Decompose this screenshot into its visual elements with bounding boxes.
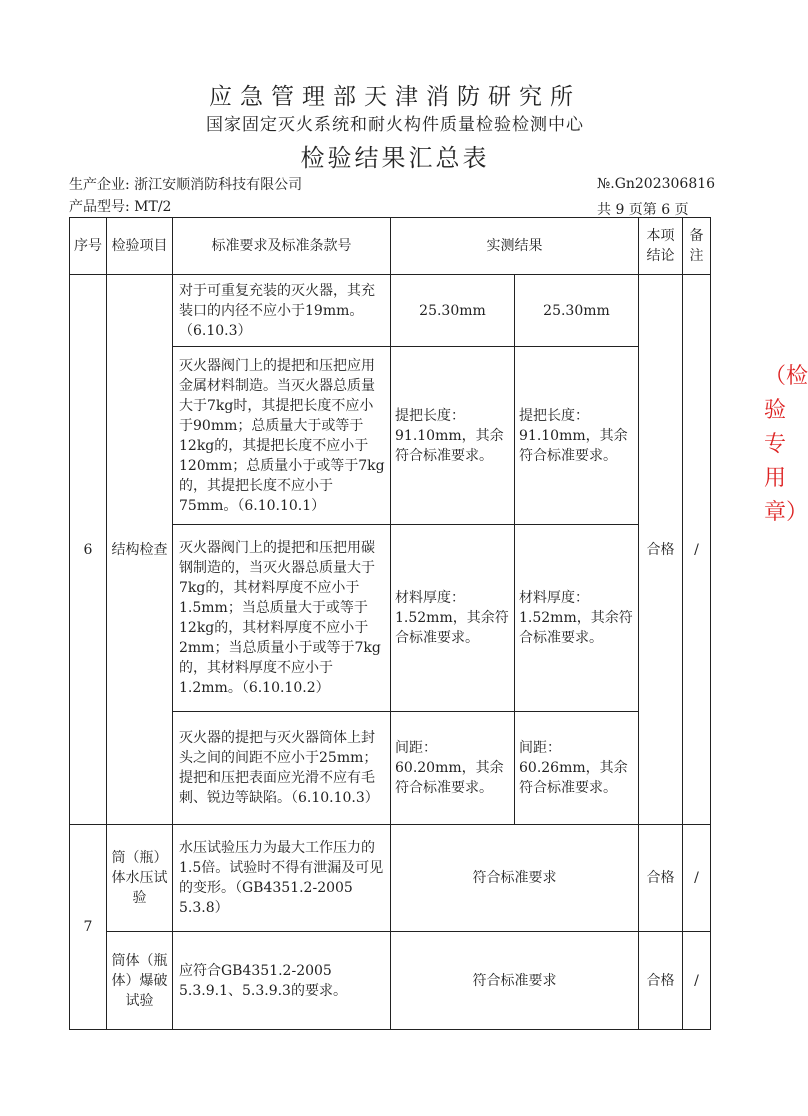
requirement-cell: 水压试验压力为最大工作压力的1.5倍。试验时不得有泄漏及可见的变形。（GB4351.2-2005 5.3.8） xyxy=(173,825,391,932)
header-remark: 备注 xyxy=(683,218,711,275)
company-name: 浙江安顺消防科技有限公司 xyxy=(134,177,303,193)
result-cell: 符合标准要求 xyxy=(391,932,639,1030)
results-table xyxy=(69,217,711,1030)
center-name: 国家固定灭火系统和耐火构件质量检验检测中心 xyxy=(206,115,584,135)
model-line xyxy=(69,196,171,216)
table-row xyxy=(70,932,711,1030)
result-cell-1: 间距：60.20mm，其余符合标准要求。 xyxy=(391,712,515,825)
conclusion-cell: 合格 xyxy=(639,275,683,825)
requirement-cell: 应符合GB4351.2-2005 5.3.9.1、5.3.9.3的要求。 xyxy=(173,932,391,1030)
result-cell-2: 间距：60.26mm，其余符合标准要求。 xyxy=(515,712,639,825)
report-number: №.Gn202306816 xyxy=(597,176,716,192)
seal-stamp: （检验专用章） xyxy=(764,364,808,525)
page-title: 检验结果汇总表 xyxy=(300,144,490,172)
model-value: MT/2 xyxy=(134,199,172,215)
header-conclusion: 本项结论 xyxy=(639,218,683,275)
header-seq: 序号 xyxy=(70,218,107,275)
remark-cell: / xyxy=(683,825,711,932)
header-result: 实测结果 xyxy=(391,218,639,275)
row-seq: 6 xyxy=(70,275,107,825)
requirement-cell: 灭火器的提把与灭火器筒体上封头之间的间距不应小于25mm；提把和压把表面应光滑不应有毛刺、锐边等缺陷。（6.10.10.3） xyxy=(173,712,391,825)
requirement-cell: 对于可重复充装的灭火器，其充装口的内径不应小于19mm。（6.10.3） xyxy=(173,275,391,347)
table-header-row xyxy=(70,218,711,275)
result-cell-1: 提把长度：91.10mm，其余符合标准要求。 xyxy=(391,347,515,525)
row-item: 筒体（瓶体）爆破试验 xyxy=(107,932,173,1030)
row-item: 筒（瓶）体水压试验 xyxy=(107,825,173,932)
page-indicator: 共 9 页第 6 页 xyxy=(597,202,689,218)
requirement-cell: 灭火器阀门上的提把和压把用碳钢制造的，当灭火器总质量大于7kg的，其材料厚度不应小于1.5mm；当总质量大于或等于12kg的，其材料厚度不应小于2mm；当总质量小于或等于7kg的，其材料厚度不应小于1.2mm。（6.10.10.2） xyxy=(173,525,391,712)
requirement-cell: 灭火器阀门上的提把和压把应用金属材料制造。当灭火器总质量大于7kg时，其提把长度不应小于90mm；总质量大于或等于12kg的，其提把长度不应小于120mm；总质量小于或等于7kg的，其提把长度不应小于75mm。（6.10.10.1） xyxy=(173,347,391,525)
result-cell-2: 25.30mm xyxy=(515,275,639,347)
conclusion-cell: 合格 xyxy=(639,825,683,932)
institute-name: 应急管理部天津消防研究所 xyxy=(209,84,581,110)
result-cell-1: 25.30mm xyxy=(391,275,515,347)
result-cell: 符合标准要求 xyxy=(391,825,639,932)
company-label: 生产企业: xyxy=(69,177,130,193)
header-item: 检验项目 xyxy=(107,218,173,275)
company-line xyxy=(69,174,302,194)
remark-cell: / xyxy=(683,932,711,1030)
remark-cell: / xyxy=(683,275,711,825)
table-row xyxy=(70,825,711,932)
header-standard: 标准要求及标准条款号 xyxy=(173,218,391,275)
row-item: 结构检查 xyxy=(107,275,173,825)
table-row xyxy=(70,275,711,347)
result-cell-2: 材料厚度：1.52mm，其余符合标准要求。 xyxy=(515,525,639,712)
row-seq: 7 xyxy=(70,825,107,1030)
result-cell-1: 材料厚度：1.52mm，其余符合标准要求。 xyxy=(391,525,515,712)
conclusion-cell: 合格 xyxy=(639,932,683,1030)
model-label: 产品型号: xyxy=(69,199,130,215)
result-cell-2: 提把长度：91.10mm，其余符合标准要求。 xyxy=(515,347,639,525)
